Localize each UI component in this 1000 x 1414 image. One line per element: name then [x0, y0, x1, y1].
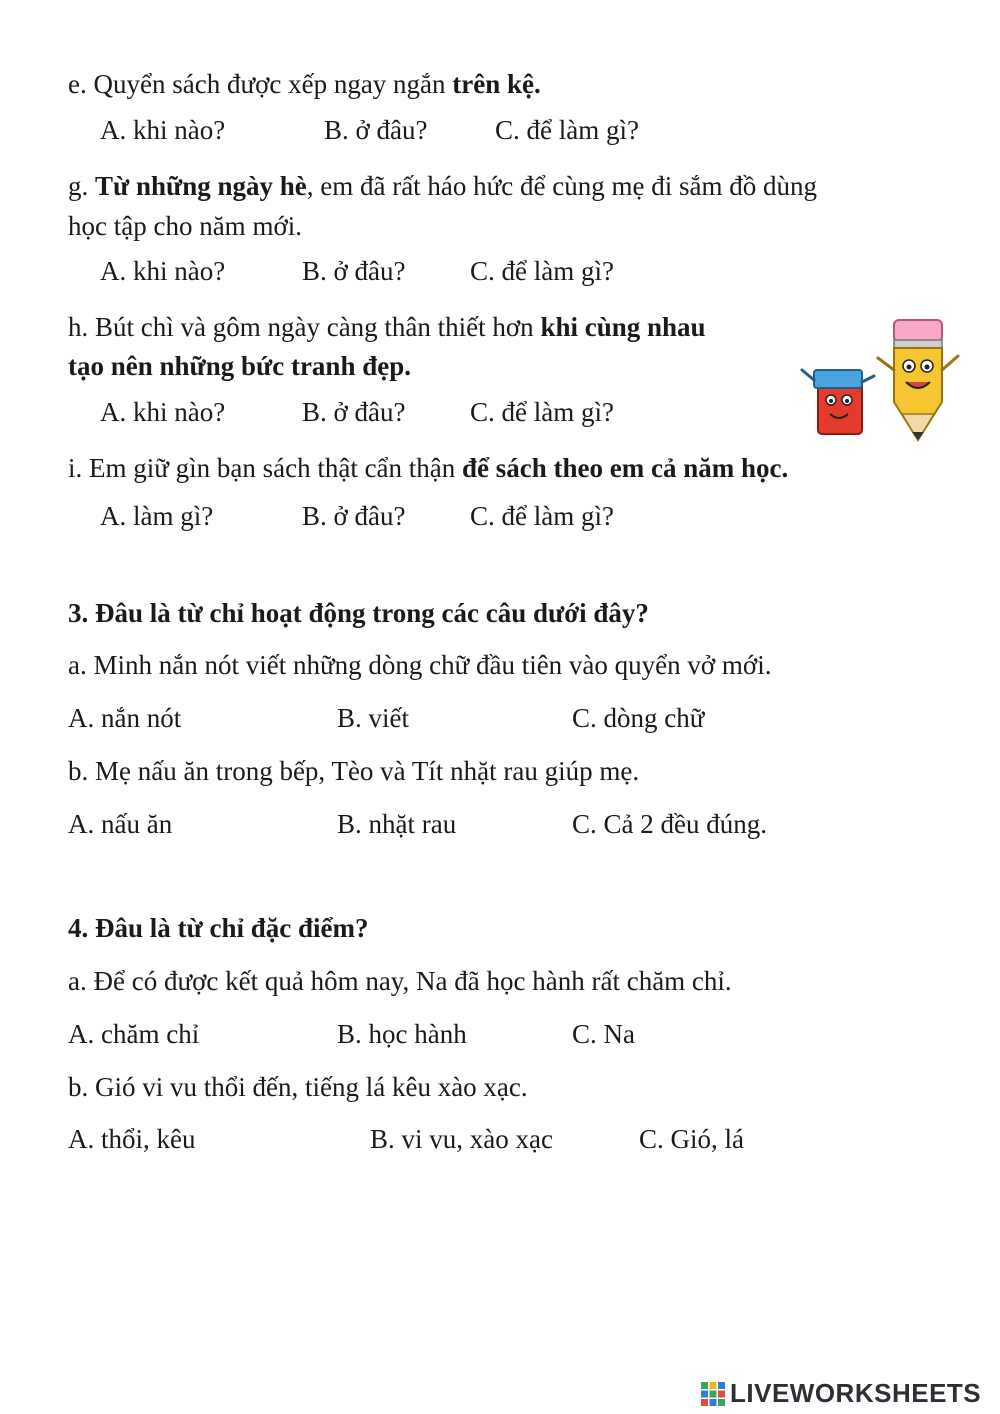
- question-g-option-b[interactable]: B. ở đâu?: [302, 256, 406, 286]
- question-h-text: h. Bút chì và gôm ngày càng thân thiết hơn: [68, 312, 541, 342]
- question-g-option-c[interactable]: C. để làm gì?: [470, 256, 614, 286]
- section-3-question-a: a. Minh nắn nót viết những dòng chữ đầu tiên vào quyển vở mới.: [68, 650, 772, 680]
- question-g-text: , em đã rất háo hức để cùng mẹ đi sắm đồ dùng: [306, 171, 817, 201]
- liveworksheets-logo-text: LIVEWORKSHEETS: [730, 1378, 982, 1409]
- question-h-bold: khi cùng nhau: [540, 312, 706, 342]
- section-3-question-b: b. Mẹ nấu ăn trong bếp, Tèo và Tít nhặt rau giúp mẹ.: [68, 756, 640, 786]
- question-e-option-c[interactable]: C. để làm gì?: [495, 115, 639, 145]
- section-4-a-option-b[interactable]: B. học hành: [337, 1019, 467, 1049]
- question-i-option-b[interactable]: B. ở đâu?: [302, 501, 406, 531]
- question-i-option-a[interactable]: A. làm gì?: [100, 501, 214, 531]
- section-3-b-option-b[interactable]: B. nhặt rau: [337, 809, 457, 839]
- section-3-title: 3. Đâu là từ chỉ hoạt động trong các câu dưới đây?: [68, 598, 649, 628]
- question-e-option-b[interactable]: B. ở đâu?: [324, 115, 428, 145]
- section-3-b-option-a[interactable]: A. nấu ăn: [68, 809, 173, 839]
- pencil-eraser-illustration: [798, 310, 968, 445]
- eraser-icon: [802, 370, 874, 434]
- question-g-prefix: g.: [68, 171, 95, 201]
- section-4-b-option-b[interactable]: B. vi vu, xào xạc: [370, 1124, 553, 1154]
- question-e: [68, 68, 541, 100]
- liveworksheets-logo: [700, 1378, 981, 1410]
- section-3-b-option-c[interactable]: C. Cả 2 đều đúng.: [572, 809, 767, 839]
- section-4-b-option-a[interactable]: A. thổi, kêu: [68, 1124, 196, 1154]
- liveworksheets-grid-icon: [700, 1381, 726, 1407]
- question-i-option-c[interactable]: C. để làm gì?: [470, 501, 614, 531]
- question-e-bold: trên kệ.: [452, 69, 541, 99]
- question-g-line2: học tập cho năm mới.: [68, 211, 302, 241]
- section-4-a-option-a[interactable]: A. chăm chỉ: [68, 1019, 200, 1049]
- section-4-a-option-c[interactable]: C. Na: [572, 1019, 635, 1049]
- question-h-option-b[interactable]: B. ở đâu?: [302, 397, 406, 427]
- question-h-line2: [68, 350, 411, 382]
- question-i-text: i. Em giữ gìn bạn sách thật cẩn thận: [68, 453, 463, 483]
- section-4-title: 4. Đâu là từ chỉ đặc điểm?: [68, 913, 369, 943]
- section-4-question-a: a. Để có được kết quả hôm nay, Na đã học hành rất chăm chỉ.: [68, 966, 732, 996]
- section-3-a-option-a[interactable]: A. nắn nót: [68, 703, 182, 733]
- question-h-option-a[interactable]: A. khi nào?: [100, 397, 226, 427]
- question-h-line2-bold: tạo nên những bức tranh đẹp.: [68, 351, 411, 381]
- question-i-bold: để sách theo em cả năm học.: [462, 453, 789, 483]
- pencil-icon: [878, 320, 958, 440]
- section-3-a-option-b[interactable]: B. viết: [337, 703, 409, 733]
- question-g-bold: Từ những ngày hè: [95, 171, 307, 201]
- question-h: [68, 311, 706, 343]
- question-h-option-c[interactable]: C. để làm gì?: [470, 397, 614, 427]
- question-e-text: e. Quyển sách được xếp ngay ngắn: [68, 69, 453, 99]
- question-g-option-a[interactable]: A. khi nào?: [100, 256, 226, 286]
- section-4-question-b: b. Gió vi vu thổi đến, tiếng lá kêu xào xạc.: [68, 1072, 528, 1102]
- section-3-a-option-c[interactable]: C. dòng chữ: [572, 703, 705, 733]
- question-g: [68, 170, 817, 202]
- question-e-option-a[interactable]: A. khi nào?: [100, 115, 226, 145]
- section-4-b-option-c[interactable]: C. Gió, lá: [639, 1124, 744, 1154]
- question-i: [68, 452, 788, 484]
